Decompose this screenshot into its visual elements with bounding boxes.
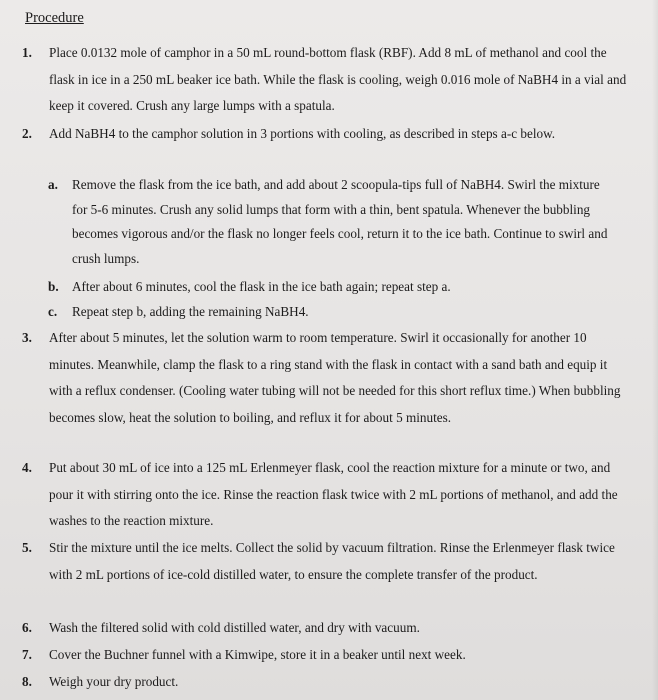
step-text: Stir the mixture until the ice melts. Collect the solid by vacuum filtration. Rinse the Erlenmeyer flask twice with 2 mL portions of ice-cold distilled water, to ensure the complete transfer of the product. [49,540,615,582]
substep-text: Repeat step b, adding the remaining NaBH4. [72,304,309,319]
step-text: Wash the filtered solid with cold distilled water, and dry with vacuum. [49,620,420,635]
step-5 [22,535,632,588]
step-1 [22,40,632,120]
substep-b [48,275,618,300]
step-2 [22,121,632,148]
step-4 [22,455,632,535]
step-number: 4. [22,460,32,475]
step-3 [22,325,632,431]
step-text: Weigh your dry product. [49,674,179,689]
step-8 [22,669,632,696]
step-text: Place 0.0132 mole of camphor in a 50 mL round-bottom flask (RBF). Add 8 mL of methanol and cool the flask in ice in a 250 mL beaker ice bath. While the flask is cooling, weigh 0.016 mole of NaBH4 in a vial and keep it covered. Crush any large lumps with a spatula. [49,45,627,113]
step-7 [22,642,632,669]
step-number: 7. [22,647,32,662]
step-number: 3. [22,330,32,345]
step-number: 5. [22,540,32,555]
step-number: 2. [22,126,32,141]
page-shadow-edge [652,0,658,700]
step-6 [22,615,632,642]
step-number: 6. [22,620,32,635]
substep-letter: c. [48,304,58,319]
substep-letter: b. [48,279,59,294]
step-text: After about 5 minutes, let the solution warm to room temperature. Swirl it occasionally for another 10 minutes. Meanwhile, clamp the flask to a ring stand with the flask in contact with a sand bath and equip it with a reflux condenser. (Cooling water tubing will not be needed for this short reflux time.) When bubbling becomes slow, heat the solution to boiling, and reflux it for about 5 minutes. [49,330,621,425]
substep-letter: a. [48,177,58,192]
substep-text: Remove the flask from the ice bath, and add about 2 scoopula-tips full of NaBH4. Swirl the mixture for 5-6 minutes. Crush any solid lumps that form with a thin, bent spatula. Whenever the bubbling becomes vigorous and/or the flask no longer feels cool, return it to the ice bath. Continue to swirl and crush lumps. [72,177,608,266]
substep-c [48,300,618,325]
step-number: 1. [22,45,32,60]
substep-a [48,173,618,271]
step-text: Put about 30 mL of ice into a 125 mL Erlenmeyer flask, cool the reaction mixture for a minute or two, and pour it with stirring onto the ice. Rinse the reaction flask twice with 2 mL portions of methanol, and add the washes to the reaction mixture. [49,460,618,528]
step-text: Add NaBH4 to the camphor solution in 3 portions with cooling, as described in steps a-c below. [49,126,556,141]
page-title: Procedure [25,10,84,26]
substep-text: After about 6 minutes, cool the flask in the ice bath again; repeat step a. [72,279,451,294]
step-number: 8. [22,674,32,689]
step-text: Cover the Buchner funnel with a Kimwipe, store it in a beaker until next week. [49,647,466,662]
